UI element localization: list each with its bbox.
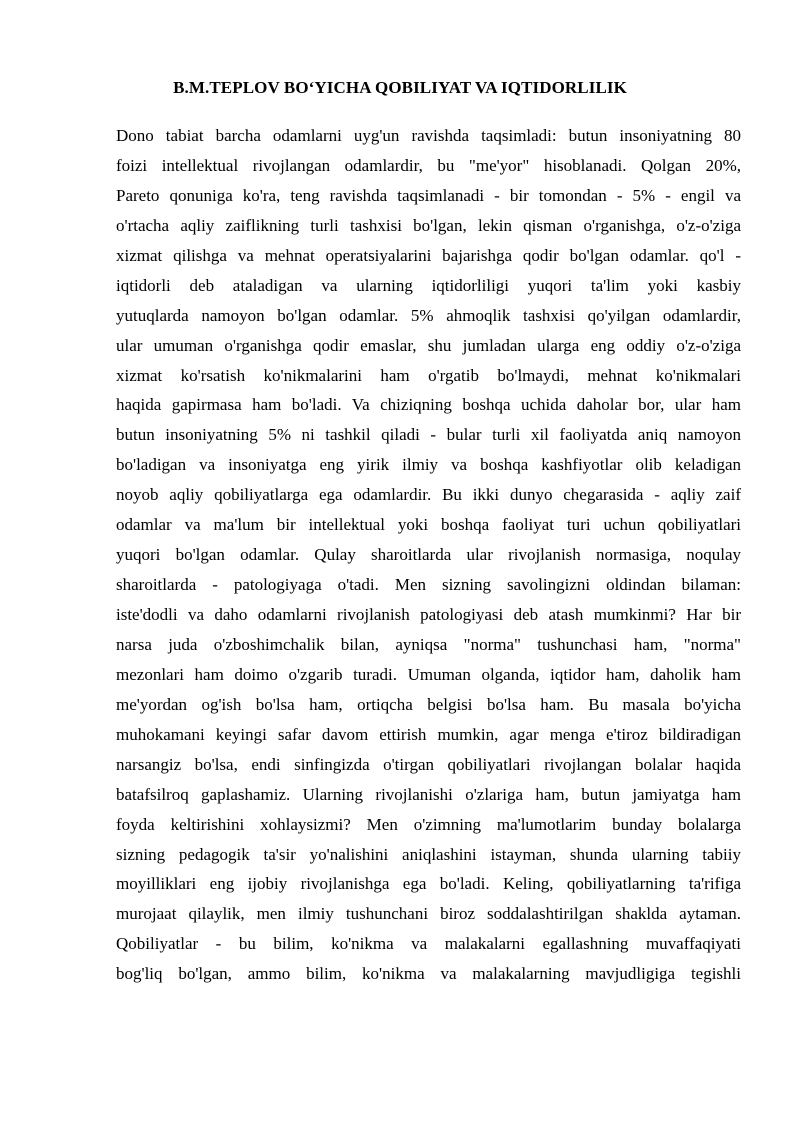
body-line: yuqori bo'lgan odamlar. Qulay sharoitlarda ular rivojlanish normasiga, noqulay [116, 545, 741, 565]
body-line: foyda keltirishini xohlaysizmi? Men o'zimning ma'lumotlarim bunday bolalarga [116, 814, 741, 834]
document-title: B.M.TEPLOV BO‘YICHA QOBILIYAT VA IQTIDORLILIK [173, 78, 627, 97]
body-line: ular umuman o'rganishga qodir emaslar, shu jumladan ularga eng oddiy o'z-o'ziga [116, 335, 741, 355]
body-line: Dono tabiat barcha odamlarni uyg'un ravishda taqsimladi: butun insoniyatning 80 [116, 126, 741, 145]
body-line: narsa juda o'zboshimchalik bilan, ayniqsa "norma" tushunchasi ham, "norma" [116, 634, 741, 654]
body-line: mezonlari ham doimo o'zgarib turadi. Umuman olganda, iqtidor ham, daholik ham [116, 664, 741, 684]
body-line: yutuqlarda namoyon bo'lgan odamlar. 5% ahmoqlik tashxisi qo'yilgan odamlardir, [116, 305, 741, 325]
body-line: bog'liq bo'lgan, ammo bilim, ko'nikma va malakalarning mavjudligiga tegishli [116, 964, 741, 984]
body-line: murojaat qilaylik, men ilmiy tushunchani biroz soddalashtirilgan shaklda aytaman. [116, 904, 741, 924]
body-line: Pareto qonuniga ko'ra, teng ravishda taqsimlanadi - bir tomondan - 5% - engil va [116, 185, 741, 205]
body-line: o'rtacha aqliy zaiflikning turli tashxisi bo'lgan, lekin qisman o'rganishga, o'z-o'ziga [116, 215, 741, 235]
document-body [116, 121, 741, 989]
body-line: sizning pedagogik ta'sir yo'nalishini aniqlashini istayman, shunda ularning tabiiy [116, 844, 741, 864]
body-line: haqida gapirmasa ham bo'ladi. Va chiziqning boshqa uchida daholar bor, ular ham [116, 395, 741, 415]
body-line: foizi intellektual rivojlangan odamlardir, bu "me'yor" hisoblanadi. Qolgan 20%, [116, 155, 741, 175]
body-line: batafsilroq gaplashamiz. Ularning rivojlanishi o'zlariga ham, butun jamiyatga ham [116, 784, 741, 804]
body-line: xizmat qilishga va mehnat operatsiyalarini bajarishga qodir bo'lgan odamlar. qo'l - [116, 245, 741, 265]
body-line: noyob aqliy qobiliyatlarga ega odamlardir. Bu ikki dunyo chegarasida - aqliy zaif [116, 485, 741, 505]
body-line: moyilliklari eng ijobiy rivojlanishga ega bo'ladi. Keling, qobiliyatlarning ta'rifiga [116, 874, 741, 894]
body-line: bo'ladigan va insoniyatga eng yirik ilmiy va boshqa kashfiyotlar olib keladigan [116, 455, 741, 475]
body-line: iqtidorli deb ataladigan va ularning iqtidorliligi yuqori ta'lim yoki kasbiy [116, 275, 741, 295]
body-line: me'yordan og'ish bo'lsa ham, ortiqcha belgisi bo'lsa ham. Bu masala bo'yicha [116, 694, 741, 714]
body-line: butun insoniyatning 5% ni tashkil qiladi - bular turli xil faoliyatda aniq namoyon [116, 425, 741, 445]
body-line: iste'dodli va daho odamlarni rivojlanish patologiyasi deb atash mumkinmi? Har bir [116, 605, 741, 624]
body-line: odamlar va ma'lum bir intellektual yoki boshqa faoliyat turi uchun qobiliyatlari [116, 515, 741, 535]
body-line: narsangiz bo'lsa, endi sinfingizda o'tirgan qobiliyatlari rivojlangan bolalar haqida [116, 754, 741, 774]
body-line: muhokamani keyingi safar davom ettirish mumkin, agar menga e'tiroz bildiradigan [116, 724, 741, 744]
body-line: sharoitlarda - patologiyaga o'tadi. Men sizning savolingizni oldindan bilaman: [116, 575, 741, 595]
body-line: xizmat ko'rsatish ko'nikmalarini ham o'rgatib bo'lmaydi, mehnat ko'nikmalari [116, 365, 741, 385]
body-line: Qobiliyatlar - bu bilim, ko'nikma va malakalarni egallashning muvaffaqiyati [116, 934, 741, 954]
